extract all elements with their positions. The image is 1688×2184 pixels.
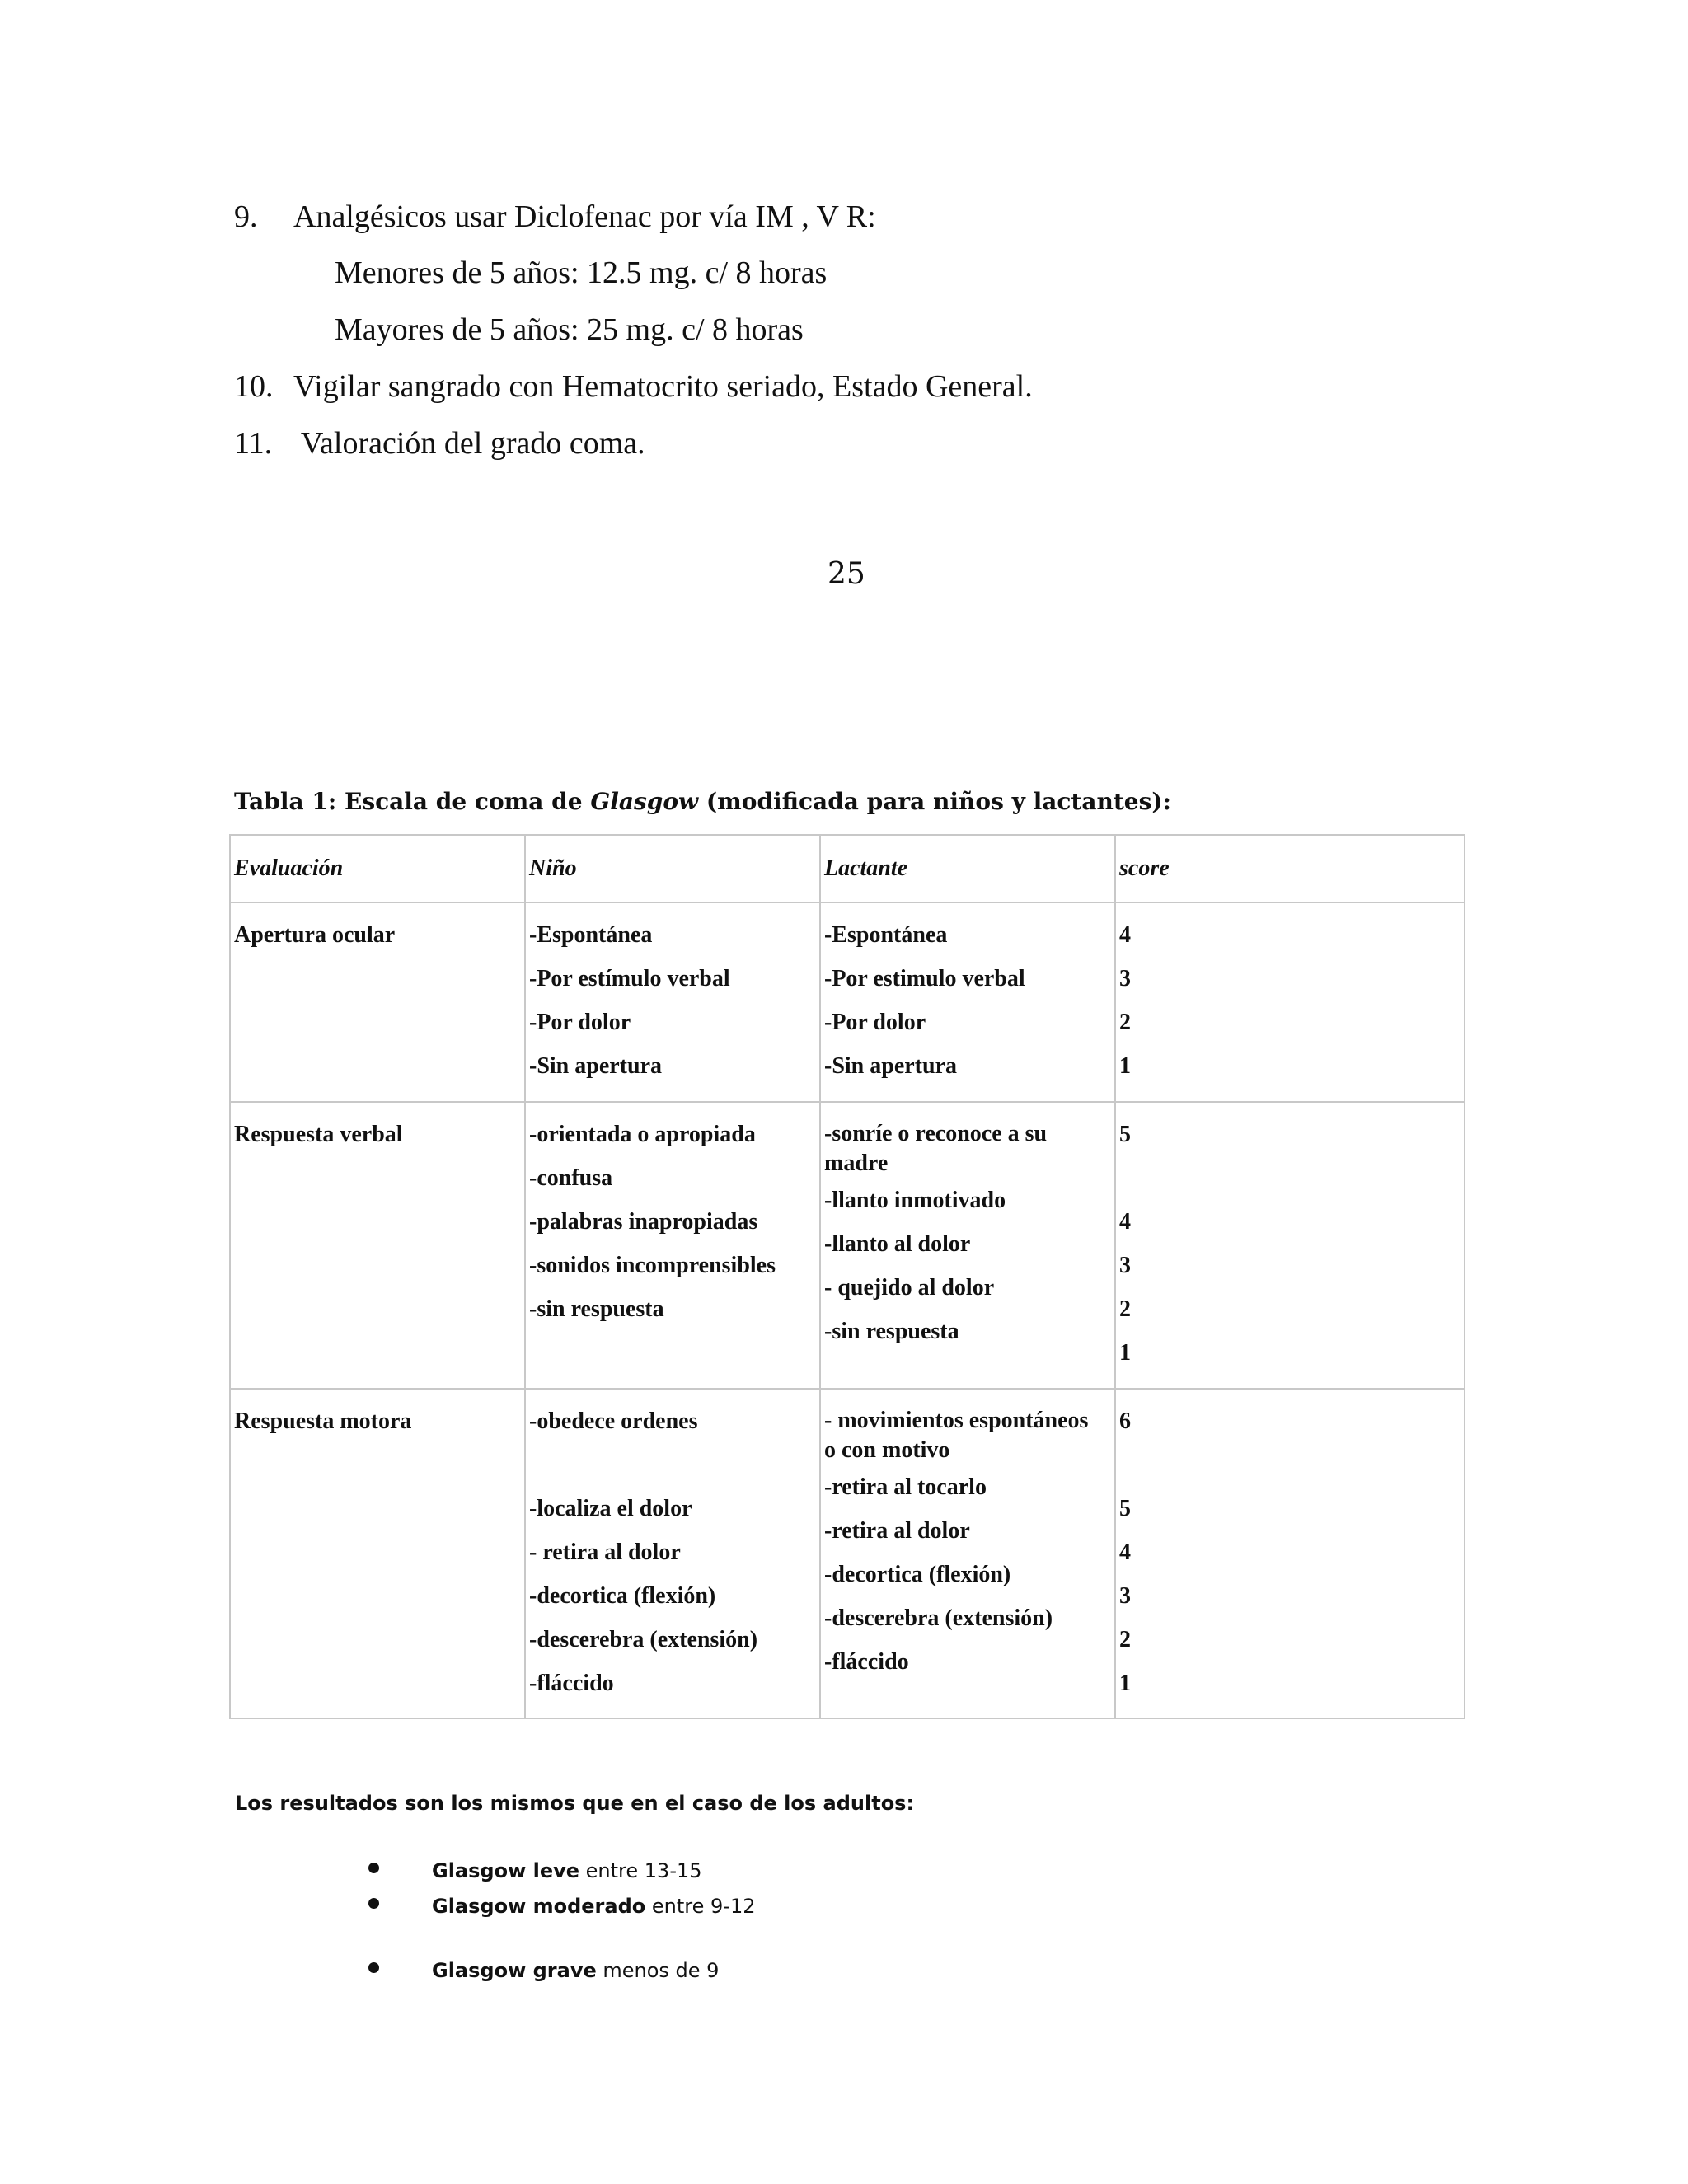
result-item bbox=[432, 1895, 755, 1918]
result-label: Glasgow moderado bbox=[432, 1895, 646, 1918]
list-item-9 bbox=[234, 199, 876, 235]
score-value: 4 bbox=[1119, 1540, 1131, 1565]
lactante-entry: -retira al dolor bbox=[824, 1518, 970, 1544]
list-subtext: Menores de 5 años: 12.5 mg. c/ 8 horas bbox=[335, 255, 828, 290]
list-item-10 bbox=[234, 368, 1033, 405]
nino-entry: -obedece ordenes bbox=[529, 1408, 698, 1434]
list-text: Vigilar sangrado con Hematocrito seriado, Estado General. bbox=[293, 369, 1033, 404]
nino-entry: -fláccido bbox=[529, 1671, 614, 1696]
score-value: 2 bbox=[1119, 1627, 1131, 1652]
lactante-entry: -retira al tocarlo bbox=[824, 1474, 987, 1500]
header-lactante: Lactante bbox=[820, 835, 1115, 902]
lactante-entry: -Por dolor bbox=[824, 1010, 926, 1035]
score-value: 2 bbox=[1119, 1296, 1131, 1322]
lactante-entry: -decortica (flexión) bbox=[824, 1562, 1011, 1587]
result-label: Glasgow grave bbox=[432, 1959, 597, 1982]
list-number: 11. bbox=[234, 426, 273, 461]
result-range: menos de 9 bbox=[596, 1959, 720, 1982]
list-subtext: Mayores de 5 años: 25 mg. c/ 8 horas bbox=[335, 312, 804, 347]
lactante-cell bbox=[820, 1389, 1115, 1718]
header-nino: Niño bbox=[525, 835, 820, 902]
nino-entry: -sonidos incomprensibles bbox=[529, 1253, 776, 1278]
nino-entry: -Por dolor bbox=[529, 1010, 631, 1035]
nino-entry: -sin respuesta bbox=[529, 1296, 664, 1322]
score-value: 5 bbox=[1119, 1122, 1131, 1147]
score-cell bbox=[1115, 1102, 1465, 1389]
list-number: 9. bbox=[234, 199, 258, 234]
evaluacion-label: Respuesta motora bbox=[234, 1408, 412, 1434]
list-item-11 bbox=[234, 425, 645, 462]
lactante-entry: - movimientos espontáneos bbox=[824, 1408, 1089, 1433]
bullet-icon bbox=[368, 1962, 379, 1973]
lactante-cell bbox=[820, 1102, 1115, 1389]
lactante-cell bbox=[820, 902, 1115, 1102]
glasgow-table bbox=[229, 834, 1465, 1719]
result-range: entre 9-12 bbox=[645, 1895, 756, 1918]
score-value: 5 bbox=[1119, 1496, 1131, 1521]
score-cell bbox=[1115, 902, 1465, 1102]
bullet-icon bbox=[368, 1898, 379, 1909]
nino-entry: -Sin apertura bbox=[529, 1053, 662, 1079]
list-subitem bbox=[335, 312, 804, 348]
nino-cell bbox=[525, 1389, 820, 1718]
score-value: 4 bbox=[1119, 922, 1131, 948]
page-number: 25 bbox=[828, 557, 865, 591]
lactante-entry: -Espontánea bbox=[824, 922, 948, 948]
header-score: score bbox=[1115, 835, 1465, 902]
result-range: entre 13-15 bbox=[579, 1859, 702, 1882]
score-value: 6 bbox=[1119, 1408, 1131, 1434]
row-label bbox=[230, 902, 525, 1102]
score-value: 1 bbox=[1119, 1053, 1131, 1079]
score-value: 2 bbox=[1119, 1010, 1131, 1035]
evaluacion-label: Apertura ocular bbox=[234, 922, 396, 948]
table-row bbox=[230, 1102, 1465, 1389]
list-text: Valoración del grado coma. bbox=[293, 426, 645, 461]
result-label: Glasgow leve bbox=[432, 1859, 580, 1882]
list-number: 10. bbox=[234, 369, 274, 404]
lactante-entry: -sonríe o reconoce a su bbox=[824, 1121, 1048, 1146]
score-value: 1 bbox=[1119, 1340, 1131, 1366]
nino-entry: -confusa bbox=[529, 1165, 613, 1191]
table-row bbox=[230, 902, 1465, 1102]
table-header-row bbox=[230, 835, 1465, 902]
bullet-icon bbox=[368, 1863, 379, 1873]
header-evaluacion: Evaluación bbox=[230, 835, 525, 902]
nino-cell bbox=[525, 902, 820, 1102]
list-subitem bbox=[335, 255, 827, 291]
nino-entry: -Por estímulo verbal bbox=[529, 966, 730, 991]
score-value: 1 bbox=[1119, 1671, 1131, 1696]
lactante-entry: -Sin apertura bbox=[824, 1053, 957, 1079]
table-row bbox=[230, 1389, 1465, 1718]
lactante-entry: madre bbox=[824, 1151, 889, 1176]
score-value: 3 bbox=[1119, 966, 1131, 991]
results-note: Los resultados son los mismos que en el caso de los adultos: bbox=[235, 1792, 915, 1815]
result-item bbox=[432, 1859, 702, 1882]
row-label bbox=[230, 1102, 525, 1389]
table-caption bbox=[234, 788, 1171, 815]
nino-cell bbox=[525, 1102, 820, 1389]
caption-suffix: (modificada para niños y lactantes): bbox=[698, 788, 1171, 815]
caption-prefix: Tabla 1: Escala de coma de bbox=[234, 788, 591, 815]
lactante-entry: -llanto inmotivado bbox=[824, 1188, 1006, 1213]
nino-entry: -orientada o apropiada bbox=[529, 1122, 756, 1147]
lactante-entry: -fláccido bbox=[824, 1649, 909, 1675]
evaluacion-label: Respuesta verbal bbox=[234, 1122, 403, 1147]
lactante-entry: -llanto al dolor bbox=[824, 1231, 971, 1257]
result-item bbox=[432, 1959, 719, 1982]
score-value: 4 bbox=[1119, 1209, 1131, 1235]
score-cell bbox=[1115, 1389, 1465, 1718]
lactante-entry: - quejido al dolor bbox=[824, 1275, 995, 1301]
nino-entry: -Espontánea bbox=[529, 922, 653, 948]
nino-entry: - retira al dolor bbox=[529, 1540, 681, 1565]
nino-entry: -localiza el dolor bbox=[529, 1496, 692, 1521]
lactante-entry: -sin respuesta bbox=[824, 1319, 959, 1344]
list-text: Analgésicos usar Diclofenac por vía IM , V R: bbox=[293, 199, 876, 234]
nino-entry: -decortica (flexión) bbox=[529, 1583, 716, 1609]
nino-entry: -descerebra (extensión) bbox=[529, 1627, 758, 1652]
score-value: 3 bbox=[1119, 1253, 1131, 1278]
caption-italic: Glasgow bbox=[590, 788, 699, 815]
nino-entry: -palabras inapropiadas bbox=[529, 1209, 758, 1235]
score-value: 3 bbox=[1119, 1583, 1131, 1609]
lactante-entry: o con motivo bbox=[824, 1437, 950, 1463]
lactante-entry: -Por estimulo verbal bbox=[824, 966, 1025, 991]
lactante-entry: -descerebra (extensión) bbox=[824, 1605, 1053, 1631]
row-label bbox=[230, 1389, 525, 1718]
